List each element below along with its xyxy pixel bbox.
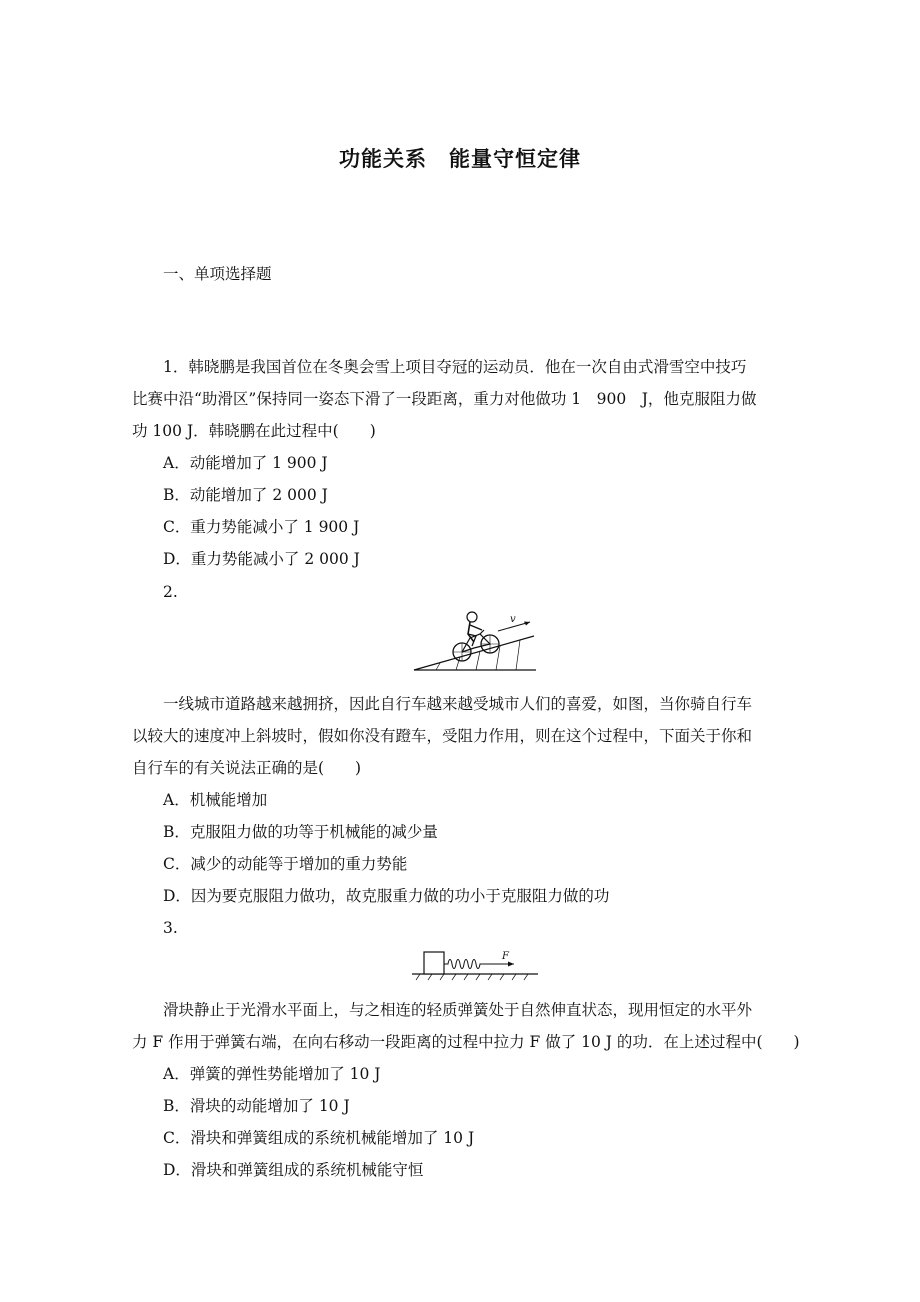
question-2-number: 2. bbox=[163, 583, 178, 601]
question-2-option-c: C．减少的动能等于增加的重力势能 bbox=[163, 855, 408, 873]
question-2-option-b: B．克服阻力做的功等于机械能的减少量 bbox=[163, 823, 438, 841]
velocity-label: v bbox=[510, 614, 516, 625]
force-label: F bbox=[502, 951, 509, 962]
question-1-number: 1． bbox=[163, 358, 189, 376]
question-1-option-c: C．重力势能减小了 1 900 J bbox=[163, 518, 360, 536]
question-3-option-c: C．滑块和弹簧组成的系统机械能增加了 10 J bbox=[163, 1129, 475, 1147]
question-2-line-2: 以较大的速度冲上斜坡时，假如你没有蹬车，受阻力作用，则在这个过程中，下面关于你和 bbox=[132, 727, 753, 745]
question-3-number: 3. bbox=[163, 919, 178, 937]
question-1-line-1: 1．韩晓鹏是我国首位在冬奥会雪上项目夺冠的运动员．他在一次自由式滑雪空中技巧 bbox=[163, 358, 747, 376]
question-3-line-2: 力 F 作用于弹簧右端，在向右移动一段距离的过程中拉力 F 做了 10 J 的功．在上述过程中( ) bbox=[132, 1033, 800, 1051]
spring-block-figure bbox=[410, 944, 542, 984]
question-3-option-a: A．弹簧的弹性势能增加了 10 J bbox=[163, 1065, 381, 1083]
question-2-option-d: D．因为要克服阻力做功，故克服重力做的功小于克服阻力做的功 bbox=[163, 887, 610, 905]
question-2-option-a: A．机械能增加 bbox=[163, 791, 268, 809]
question-2-line-1: 一线城市道路越来越拥挤，因此自行车越来越受城市人们的喜爱，如图，当你骑自行车 bbox=[163, 695, 753, 713]
spring-block-illustration bbox=[410, 944, 542, 984]
question-1-line-2: 比赛中沿“助滑区”保持同一姿态下滑了一段距离，重力对他做功 1 900 J，他克服阻力做 bbox=[132, 390, 757, 408]
bicycle-slope-figure bbox=[410, 608, 540, 674]
question-3-line-1: 滑块静止于光滑水平面上，与之相连的轻质弹簧处于自然伸直状态，现用恒定的水平外 bbox=[163, 1001, 753, 1019]
question-1-option-b: B．动能增加了 2 000 J bbox=[163, 486, 328, 504]
question-3-option-d: D．滑块和弹簧组成的系统机械能守恒 bbox=[163, 1161, 424, 1179]
question-1-line-3: 功 100 J．韩晓鹏在此过程中( ) bbox=[132, 422, 376, 440]
question-3-option-b: B．滑块的动能增加了 10 J bbox=[163, 1097, 350, 1115]
bicycle-on-slope-illustration bbox=[410, 608, 540, 674]
question-1-option-a: A．动能增加了 1 900 J bbox=[163, 454, 328, 472]
question-2-line-3: 自行车的有关说法正确的是( ) bbox=[132, 759, 362, 777]
page-title: 功能关系 能量守恒定律 bbox=[339, 147, 581, 171]
question-1-option-d: D．重力势能减小了 2 000 J bbox=[163, 550, 360, 568]
section-heading: 一、单项选择题 bbox=[163, 265, 272, 283]
